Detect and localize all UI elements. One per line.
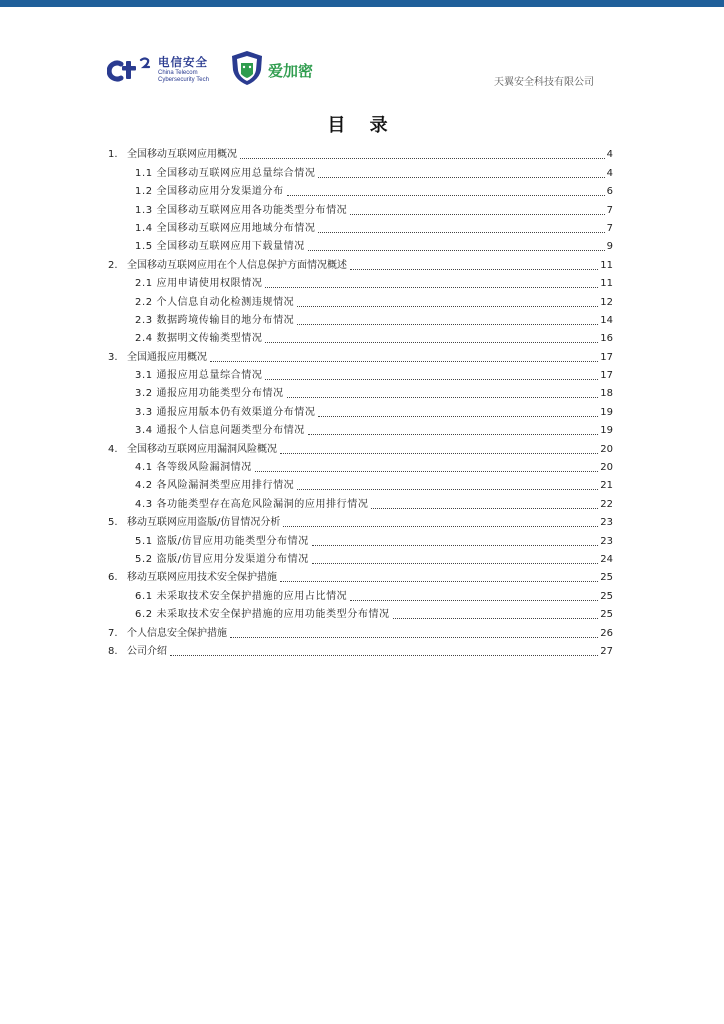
page-header <box>0 44 724 94</box>
toc-section-entry[interactable] <box>108 529 613 547</box>
toc-entry-number: 1.1 <box>135 167 157 179</box>
toc-entry-number: 5. <box>108 517 118 529</box>
toc-entry-number: 5.2 <box>135 553 157 565</box>
toc-entry-title: 数据明文传输类型情况 <box>156 333 263 345</box>
toc-entry-page-number: 21 <box>600 480 613 492</box>
toc-entry-page-number: 25 <box>600 572 613 584</box>
toc-entry-number: 2.2 <box>135 296 157 308</box>
dot-leader <box>283 525 598 527</box>
toc-entry-page-number: 7 <box>606 222 613 234</box>
toc-entry-title: 各等级风险漏洞情况 <box>156 462 252 474</box>
toc-entry-page-number: 18 <box>600 388 613 400</box>
toc-entry-title: 各风险漏洞类型应用排行情况 <box>156 480 295 492</box>
toc-entry-page-number: 11 <box>600 259 613 271</box>
toc-entry-number: 4.3 <box>135 498 157 510</box>
toc-entry-number: 2.3 <box>135 314 157 326</box>
dot-leader <box>287 194 605 196</box>
toc-entry-number: 1. <box>108 149 118 161</box>
toc-entry-title: 全国移动互联网应用在个人信息保护方面情况概述 <box>127 259 347 271</box>
toc-entry-number: 2. <box>108 259 118 271</box>
table-of-contents <box>108 143 613 658</box>
toc-entry-number: 4. <box>108 443 118 455</box>
toc-entry-number: 3. <box>108 351 118 363</box>
dot-leader <box>318 176 604 178</box>
toc-entry-page-number: 9 <box>606 241 613 253</box>
toc-entry-page-number: 17 <box>600 351 613 363</box>
toc-title: 目 录 <box>327 115 397 136</box>
dot-leader <box>350 213 604 215</box>
toc-chapter-entry[interactable] <box>108 640 613 658</box>
toc-entry-page-number: 4 <box>606 167 613 179</box>
toc-entry-number: 2.1 <box>135 278 157 290</box>
toc-entry-page-number: 4 <box>606 149 613 161</box>
toc-chapter-entry[interactable] <box>108 253 613 271</box>
dot-leader <box>265 378 598 380</box>
toc-entry-title: 全国移动互联网应用概况 <box>127 149 237 161</box>
toc-entry-page-number: 6 <box>606 186 613 198</box>
toc-entry-page-number: 25 <box>600 590 613 602</box>
dot-leader <box>371 507 598 509</box>
dot-leader <box>297 488 598 490</box>
toc-entry-number: 3.3 <box>135 406 157 418</box>
dot-leader <box>318 415 598 417</box>
toc-entry-title: 公司介绍 <box>127 645 167 657</box>
dot-leader <box>318 231 604 233</box>
toc-entry-page-number: 22 <box>600 498 613 510</box>
toc-entry-title: 盗版/仿冒应用功能类型分布情况 <box>156 535 309 547</box>
toc-section-entry[interactable] <box>108 198 613 216</box>
toc-chapter-entry[interactable] <box>108 566 613 584</box>
toc-section-entry[interactable] <box>108 327 613 345</box>
dot-leader <box>265 341 598 343</box>
toc-section-entry[interactable] <box>108 235 613 253</box>
toc-entry-number: 3.1 <box>135 370 157 382</box>
toc-entry-number: 5.1 <box>135 535 157 547</box>
toc-entry-page-number: 17 <box>600 370 613 382</box>
toc-entry-number: 1.5 <box>135 241 157 253</box>
toc-entry-number: 8. <box>108 645 118 657</box>
toc-entry-page-number: 16 <box>600 333 613 345</box>
toc-entry-title: 通报应用版本仍有效渠道分布情况 <box>156 406 316 418</box>
toc-section-entry[interactable] <box>108 161 613 179</box>
toc-entry-page-number: 24 <box>600 553 613 565</box>
toc-section-entry[interactable] <box>108 382 613 400</box>
toc-entry-title: 盗版/仿冒应用分发渠道分布情况 <box>156 553 309 565</box>
toc-entry-page-number: 7 <box>606 204 613 216</box>
toc-entry-page-number: 19 <box>600 425 613 437</box>
toc-entry-page-number: 14 <box>600 314 613 326</box>
toc-entry-number: 1.4 <box>135 222 157 234</box>
dot-leader <box>280 452 598 454</box>
toc-entry-title: 全国通报应用概况 <box>127 351 207 363</box>
aijiami-logo-text: 爱加密 <box>268 62 314 80</box>
toc-entry-title: 未采取技术安全保护措施的应用功能类型分布情况 <box>156 609 390 621</box>
dot-leader <box>297 305 598 307</box>
toc-section-entry[interactable] <box>108 272 613 290</box>
toc-entry-page-number: 23 <box>600 535 613 547</box>
logo-english-line2: Cybersecurity Tech <box>158 77 209 83</box>
toc-entry-page-number: 20 <box>600 443 613 455</box>
toc-entry-number: 1.2 <box>135 186 157 198</box>
toc-section-entry[interactable] <box>108 290 613 308</box>
toc-entry-title: 通报应用总量综合情况 <box>156 370 263 382</box>
dot-leader <box>350 599 598 601</box>
toc-section-entry[interactable] <box>108 400 613 418</box>
toc-entry-title: 移动互联网应用技术安全保护措施 <box>127 572 277 584</box>
toc-entry-number: 7. <box>108 627 118 639</box>
company-name: 天翼安全科技有限公司 <box>494 77 594 88</box>
toc-entry-title: 未采取技术安全保护措施的应用占比情况 <box>156 590 348 602</box>
dot-leader <box>255 470 598 472</box>
dot-leader <box>280 580 598 582</box>
toc-section-entry[interactable] <box>108 456 613 474</box>
toc-chapter-entry[interactable] <box>108 437 613 455</box>
toc-section-entry[interactable] <box>108 180 613 198</box>
toc-chapter-entry[interactable] <box>108 143 613 161</box>
toc-entry-number: 1.3 <box>135 204 157 216</box>
toc-entry-page-number: 27 <box>600 645 613 657</box>
dot-leader <box>308 433 598 435</box>
toc-section-entry[interactable] <box>108 603 613 621</box>
toc-entry-number: 4.2 <box>135 480 157 492</box>
toc-entry-title: 数据跨境传输目的地分布情况 <box>156 314 295 326</box>
toc-section-entry[interactable] <box>108 492 613 510</box>
logo-chinese-name: 电信安全 <box>158 55 208 69</box>
china-telecom-logo-icon <box>107 56 157 86</box>
toc-entry-title: 各功能类型存在高危风险漏洞的应用排行情况 <box>156 498 369 510</box>
toc-entry-title: 个人信息安全保护措施 <box>127 627 227 639</box>
toc-entry-page-number: 25 <box>600 609 613 621</box>
toc-entry-page-number: 11 <box>600 278 613 290</box>
dot-leader <box>308 249 605 251</box>
toc-entry-title: 全国移动互联网应用漏洞风险概况 <box>127 443 277 455</box>
toc-entry-title: 应用申请使用权限情况 <box>156 278 263 290</box>
dot-leader <box>312 562 598 564</box>
toc-entry-title: 全国移动互联网应用下载量情况 <box>156 241 305 253</box>
toc-entry-title: 全国移动互联网应用总量综合情况 <box>156 167 316 179</box>
toc-entry-number: 2.4 <box>135 333 157 345</box>
toc-section-entry[interactable] <box>108 419 613 437</box>
toc-section-entry[interactable] <box>108 217 613 235</box>
dot-leader <box>210 360 598 362</box>
logo-english-line1: China Telecom <box>158 70 198 76</box>
toc-entry-title: 个人信息自动化检测违规情况 <box>156 296 295 308</box>
toc-entry-title: 移动互联网应用盗版/仿冒情况分析 <box>127 517 281 529</box>
dot-leader <box>312 544 598 546</box>
shield-icon <box>230 50 264 86</box>
toc-entry-page-number: 20 <box>600 462 613 474</box>
toc-entry-number: 4.1 <box>135 462 157 474</box>
toc-entry-number: 3.4 <box>135 425 157 437</box>
toc-entry-number: 6.2 <box>135 609 157 621</box>
toc-section-entry[interactable] <box>108 364 613 382</box>
dot-leader <box>265 286 598 288</box>
toc-section-entry[interactable] <box>108 548 613 566</box>
dot-leader <box>170 654 598 656</box>
dot-leader <box>297 323 598 325</box>
toc-entry-number: 6.1 <box>135 590 157 602</box>
toc-entry-title: 通报应用功能类型分布情况 <box>156 388 284 400</box>
dot-leader <box>230 636 598 638</box>
toc-entry-number: 3.2 <box>135 388 157 400</box>
dot-leader <box>393 617 599 619</box>
toc-chapter-entry[interactable] <box>108 345 613 363</box>
toc-chapter-entry[interactable] <box>108 511 613 529</box>
toc-entry-page-number: 12 <box>600 296 613 308</box>
dot-leader <box>287 396 599 398</box>
top-accent-bar <box>0 0 724 7</box>
dot-leader <box>350 268 598 270</box>
toc-chapter-entry[interactable] <box>108 621 613 639</box>
toc-section-entry[interactable] <box>108 309 613 327</box>
dot-leader <box>240 157 605 159</box>
toc-entry-page-number: 19 <box>600 406 613 418</box>
toc-entry-title: 全国移动应用分发渠道分布 <box>156 186 284 198</box>
toc-entry-title: 全国移动互联网应用地域分布情况 <box>156 222 316 234</box>
toc-entry-title: 通报个人信息问题类型分布情况 <box>156 425 305 437</box>
toc-entry-page-number: 26 <box>600 627 613 639</box>
toc-entry-number: 6. <box>108 572 118 584</box>
toc-section-entry[interactable] <box>108 584 613 602</box>
toc-section-entry[interactable] <box>108 474 613 492</box>
toc-entry-page-number: 23 <box>600 517 613 529</box>
toc-entry-title: 全国移动互联网应用各功能类型分布情况 <box>156 204 348 216</box>
